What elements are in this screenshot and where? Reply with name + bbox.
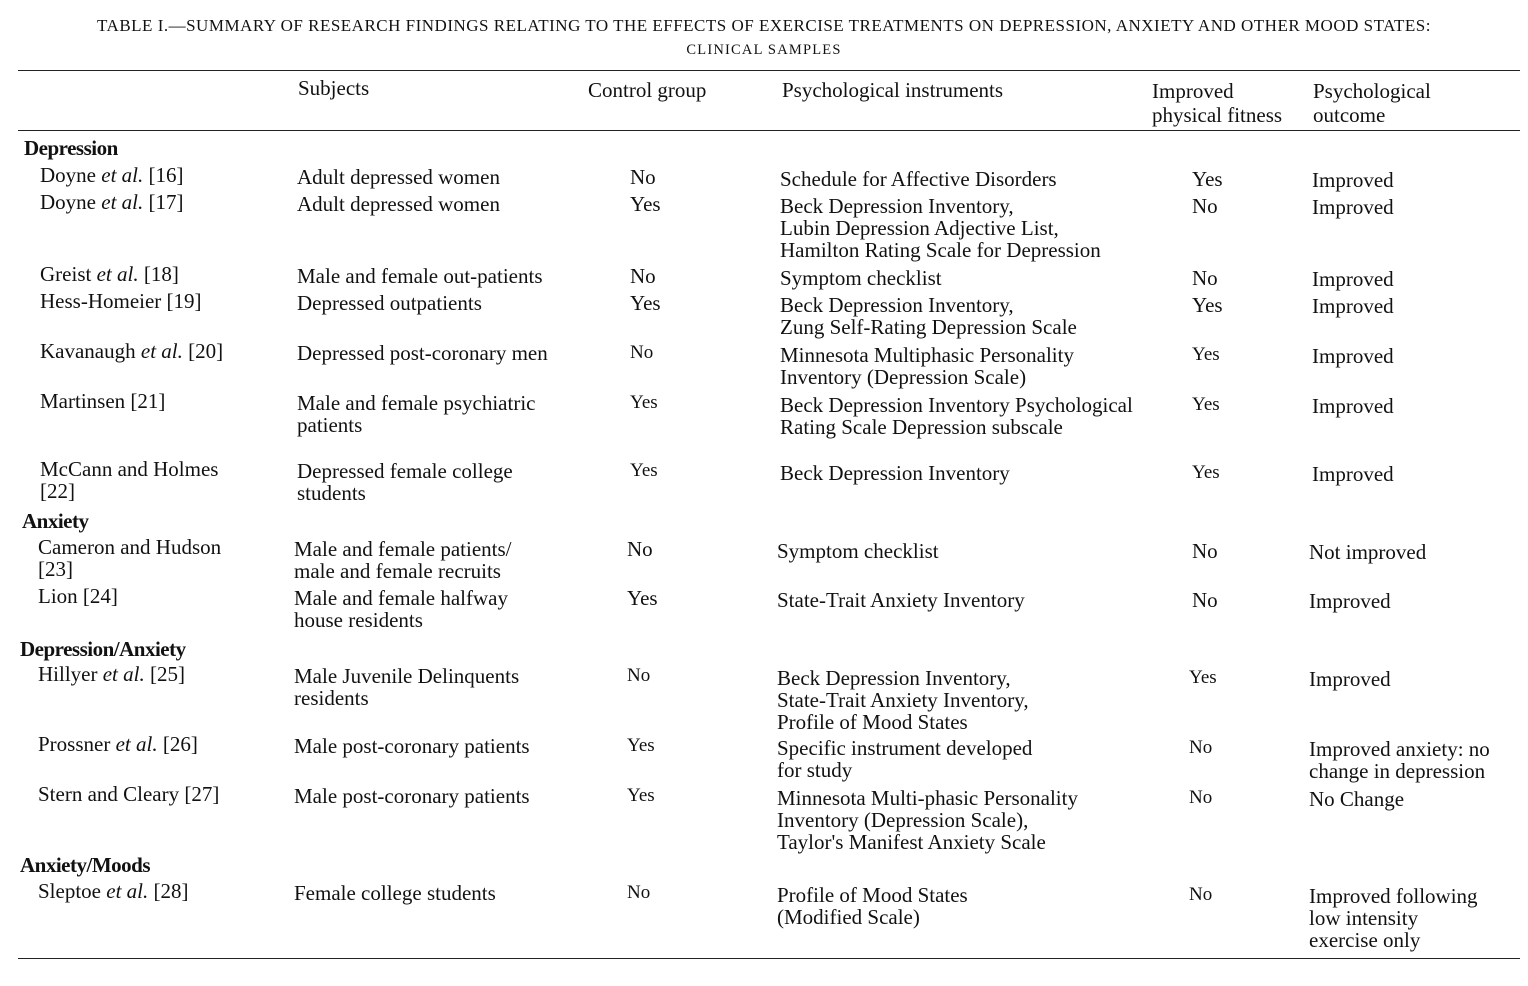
control-cell: Yes	[630, 460, 658, 481]
study-et-al: et al.	[101, 190, 144, 214]
instruments-line: Beck Depression Inventory,	[780, 293, 1014, 317]
study-ref: [28]	[148, 879, 189, 903]
study-cell	[40, 390, 165, 412]
subjects-line: Male and female out-patients	[297, 264, 543, 288]
outcome-line: Improved	[1312, 294, 1394, 318]
study-cell	[40, 164, 184, 186]
instruments-cell	[780, 267, 942, 289]
study-et-al: et al.	[115, 732, 158, 756]
study-line	[38, 880, 189, 902]
header-fitness-line1: Improved	[1152, 79, 1234, 103]
instruments-line: Symptom checklist	[780, 266, 942, 290]
study-author: Sleptoe	[38, 879, 107, 903]
study-cell	[40, 191, 184, 213]
study-cell	[38, 783, 219, 805]
subjects-line: Depressed post-coronary men	[297, 341, 548, 365]
subjects-cell	[297, 342, 548, 364]
control-cell: No	[630, 264, 656, 288]
fitness-cell: No	[1192, 539, 1218, 563]
study-ref: [25]	[144, 662, 185, 686]
section-depression: Depression	[24, 136, 118, 160]
instruments-cell	[777, 589, 1025, 611]
control-cell: Yes	[627, 735, 655, 756]
study-line	[40, 290, 202, 312]
outcome-line: Improved anxiety: no	[1309, 737, 1490, 761]
subjects-line: Male Juvenile Delinquents	[294, 664, 520, 688]
subjects-line: Adult depressed women	[297, 165, 500, 189]
instruments-line: Inventory (Depression Scale),	[777, 808, 1029, 832]
outcome-cell	[1312, 268, 1394, 290]
fitness-cell: Yes	[1192, 394, 1220, 415]
outcome-line: exercise only	[1309, 928, 1421, 952]
header-fitness-line2: physical fitness	[1152, 103, 1283, 127]
instruments-cell	[777, 667, 1029, 733]
subjects-line: Adult depressed women	[297, 192, 500, 216]
fitness-cell: Yes	[1192, 167, 1223, 191]
study-author: Hillyer	[38, 662, 103, 686]
study-author: Lion [24]	[38, 584, 118, 608]
bottom-rule	[18, 958, 1520, 959]
outcome-line: change in depression	[1309, 759, 1486, 783]
table-title-line2: CLINICAL SAMPLES	[686, 42, 842, 58]
subjects-cell	[294, 538, 512, 582]
instruments-line: Schedule for Affective Disorders	[780, 167, 1057, 191]
study-line	[40, 340, 223, 362]
subjects-line: students	[297, 481, 366, 505]
outcome-line: Improved	[1312, 195, 1394, 219]
subjects-line: Male post-coronary patients	[294, 784, 530, 808]
outcome-line: Improved	[1312, 344, 1394, 368]
outcome-line: Improved	[1309, 667, 1391, 691]
study-line: Cameron and Hudson	[38, 535, 222, 559]
fitness-cell: No	[1192, 588, 1218, 612]
subjects-cell	[297, 460, 513, 504]
outcome-line: low intensity	[1309, 906, 1419, 930]
study-cell	[40, 290, 202, 312]
outcome-cell	[1309, 885, 1478, 951]
study-author: Hess-Homeier [19]	[40, 289, 202, 313]
instruments-cell	[777, 884, 968, 928]
instruments-line: Beck Depression Inventory	[780, 461, 1010, 485]
study-author: Doyne	[40, 190, 102, 214]
study-et-al: et al.	[101, 163, 144, 187]
fitness-cell: Yes	[1192, 293, 1223, 317]
subjects-line: Male post-coronary patients	[294, 734, 530, 758]
outcome-line: Not improved	[1309, 540, 1427, 564]
header-outcome-line1: Psychological	[1313, 79, 1431, 103]
instruments-line: Profile of Mood States	[777, 710, 968, 734]
outcome-line: Improved	[1312, 394, 1394, 418]
control-cell: Yes	[627, 785, 655, 806]
instruments-line: State-Trait Anxiety Inventory,	[777, 688, 1029, 712]
study-author: Greist	[40, 262, 97, 286]
outcome-line: Improved	[1312, 168, 1394, 192]
outcome-line: Improved following	[1309, 884, 1478, 908]
fitness-cell: No	[1189, 737, 1213, 758]
study-author: Prossner	[38, 732, 116, 756]
study-ref: [16]	[143, 163, 184, 187]
study-ref: [20]	[182, 339, 224, 363]
instruments-line: Taylor's Manifest Anxiety Scale	[777, 830, 1046, 854]
instruments-line: Lubin Depression Adjective List,	[780, 216, 1059, 240]
instruments-cell	[780, 394, 1133, 438]
study-line	[40, 164, 184, 186]
fitness-cell: Yes	[1192, 462, 1220, 483]
study-line: [22]	[40, 479, 75, 503]
top-rule	[18, 70, 1520, 71]
outcome-line: Improved	[1312, 267, 1394, 291]
instruments-cell	[777, 787, 1078, 853]
outcome-line: Improved	[1309, 589, 1391, 613]
control-cell: Yes	[630, 192, 661, 216]
outcome-cell	[1312, 295, 1394, 317]
study-line	[40, 390, 165, 412]
control-cell: No	[627, 882, 651, 903]
instruments-line: Hamilton Rating Scale for Depression	[780, 238, 1101, 262]
study-line	[38, 585, 118, 607]
control-cell: Yes	[630, 291, 661, 315]
subjects-line: Male and female halfway	[294, 586, 508, 610]
fitness-cell: No	[1189, 884, 1213, 905]
subjects-line: Male and female patients/	[294, 537, 512, 561]
outcome-cell	[1309, 668, 1391, 690]
table-title	[0, 14, 1528, 62]
instruments-line: (Modified Scale)	[777, 905, 920, 929]
instruments-cell	[780, 344, 1074, 388]
study-cell	[38, 663, 185, 685]
instruments-line: for study	[777, 758, 853, 782]
table-title-line1: TABLE I.—SUMMARY OF RESEARCH FINDINGS RELATING TO THE EFFECTS OF EXERCISE TREATMENTS ON DEPRESSION, ANXIETY AND OTHER MOOD STATES:	[97, 16, 1431, 35]
subjects-line: Depressed female college	[297, 459, 513, 483]
study-cell	[38, 733, 198, 755]
outcome-cell	[1309, 738, 1490, 782]
outcome-cell	[1309, 541, 1426, 563]
subjects-cell	[294, 785, 530, 807]
instruments-line: Zung Self-Rating Depression Scale	[780, 315, 1077, 339]
subjects-cell	[297, 166, 500, 188]
study-et-al: et al.	[140, 339, 183, 363]
subjects-line: Male and female psychiatric	[297, 391, 536, 415]
study-line	[38, 733, 198, 755]
header-outcome	[1313, 79, 1431, 127]
outcome-line: Improved	[1312, 462, 1394, 486]
subjects-cell	[297, 265, 543, 287]
outcome-cell	[1309, 788, 1404, 810]
section-anxiety-moods: Anxiety/Moods	[20, 853, 150, 877]
header-fitness	[1152, 79, 1282, 127]
fitness-cell: No	[1192, 194, 1218, 218]
instruments-line: Symptom checklist	[777, 539, 939, 563]
subjects-line: patients	[297, 413, 363, 437]
outcome-cell	[1309, 590, 1391, 612]
subjects-cell	[294, 882, 496, 904]
subjects-cell	[294, 587, 508, 631]
header-control-group: Control group	[588, 78, 707, 102]
instruments-line: Beck Depression Inventory Psychological	[780, 393, 1133, 417]
instruments-line: Beck Depression Inventory,	[777, 666, 1011, 690]
study-author: Stern and Cleary [27]	[38, 782, 220, 806]
instruments-cell	[780, 294, 1077, 338]
study-cell	[38, 585, 118, 607]
fitness-cell: Yes	[1192, 344, 1220, 365]
control-cell: No	[627, 665, 651, 686]
instruments-line: Specific instrument developed	[777, 736, 1033, 760]
study-author: Doyne	[40, 163, 102, 187]
study-line	[38, 663, 185, 685]
header-instruments: Psychological instruments	[782, 78, 1004, 102]
study-line	[40, 191, 184, 213]
study-line: [23]	[38, 557, 73, 581]
subjects-line: Female college students	[294, 881, 496, 905]
subjects-line: Depressed outpatients	[297, 291, 482, 315]
instruments-line: Minnesota Multiphasic Personality	[780, 343, 1074, 367]
fitness-cell: Yes	[1189, 667, 1217, 688]
control-cell: No	[627, 537, 653, 561]
instruments-cell	[780, 462, 1010, 484]
study-cell	[40, 263, 179, 285]
fitness-cell: No	[1192, 266, 1218, 290]
outcome-cell	[1312, 395, 1394, 417]
study-line: McCann and Holmes	[40, 457, 219, 481]
instruments-cell	[777, 540, 939, 562]
outcome-line: No Change	[1309, 787, 1405, 811]
outcome-cell	[1312, 169, 1394, 191]
study-ref: [26]	[157, 732, 198, 756]
subjects-cell	[294, 735, 530, 757]
study-ref: [17]	[143, 190, 184, 214]
instruments-line: Minnesota Multi-phasic Personality	[777, 786, 1078, 810]
study-cell	[40, 458, 218, 502]
study-cell	[38, 880, 189, 902]
instruments-cell	[780, 168, 1057, 190]
subjects-cell	[297, 392, 535, 436]
section-depression-anxiety: Depression/Anxiety	[20, 637, 186, 661]
study-line	[40, 263, 179, 285]
subjects-line: male and female recruits	[294, 559, 501, 583]
subjects-line: residents	[294, 686, 369, 710]
header-subjects: Subjects	[298, 76, 370, 100]
study-author: Martinsen [21]	[40, 389, 166, 413]
control-cell: Yes	[630, 392, 658, 413]
instruments-cell	[780, 195, 1101, 261]
study-et-al: et al.	[96, 262, 139, 286]
header-rule	[18, 130, 1520, 131]
study-et-al: et al.	[102, 662, 145, 686]
study-et-al: et al.	[106, 879, 149, 903]
subjects-line: house residents	[294, 608, 423, 632]
instruments-line: State-Trait Anxiety Inventory	[777, 588, 1025, 612]
subjects-cell	[297, 193, 500, 215]
header-outcome-line2: outcome	[1313, 103, 1386, 127]
instruments-cell	[777, 737, 1032, 781]
outcome-cell	[1312, 196, 1394, 218]
section-anxiety: Anxiety	[22, 509, 89, 533]
control-cell: Yes	[627, 586, 658, 610]
instruments-line: Inventory (Depression Scale)	[780, 365, 1027, 389]
study-cell	[38, 536, 221, 580]
control-cell: No	[630, 165, 656, 189]
fitness-cell: No	[1189, 787, 1213, 808]
instruments-line: Beck Depression Inventory,	[780, 194, 1014, 218]
study-cell	[40, 340, 223, 362]
outcome-cell	[1312, 463, 1394, 485]
control-cell: No	[630, 342, 654, 363]
outcome-cell	[1312, 345, 1394, 367]
subjects-cell	[294, 665, 519, 709]
instruments-line: Rating Scale Depression subscale	[780, 415, 1063, 439]
study-ref: [18]	[138, 262, 179, 286]
study-author: Kavanaugh	[40, 339, 141, 363]
study-line	[38, 783, 219, 805]
instruments-line: Profile of Mood States	[777, 883, 968, 907]
subjects-cell	[297, 292, 482, 314]
